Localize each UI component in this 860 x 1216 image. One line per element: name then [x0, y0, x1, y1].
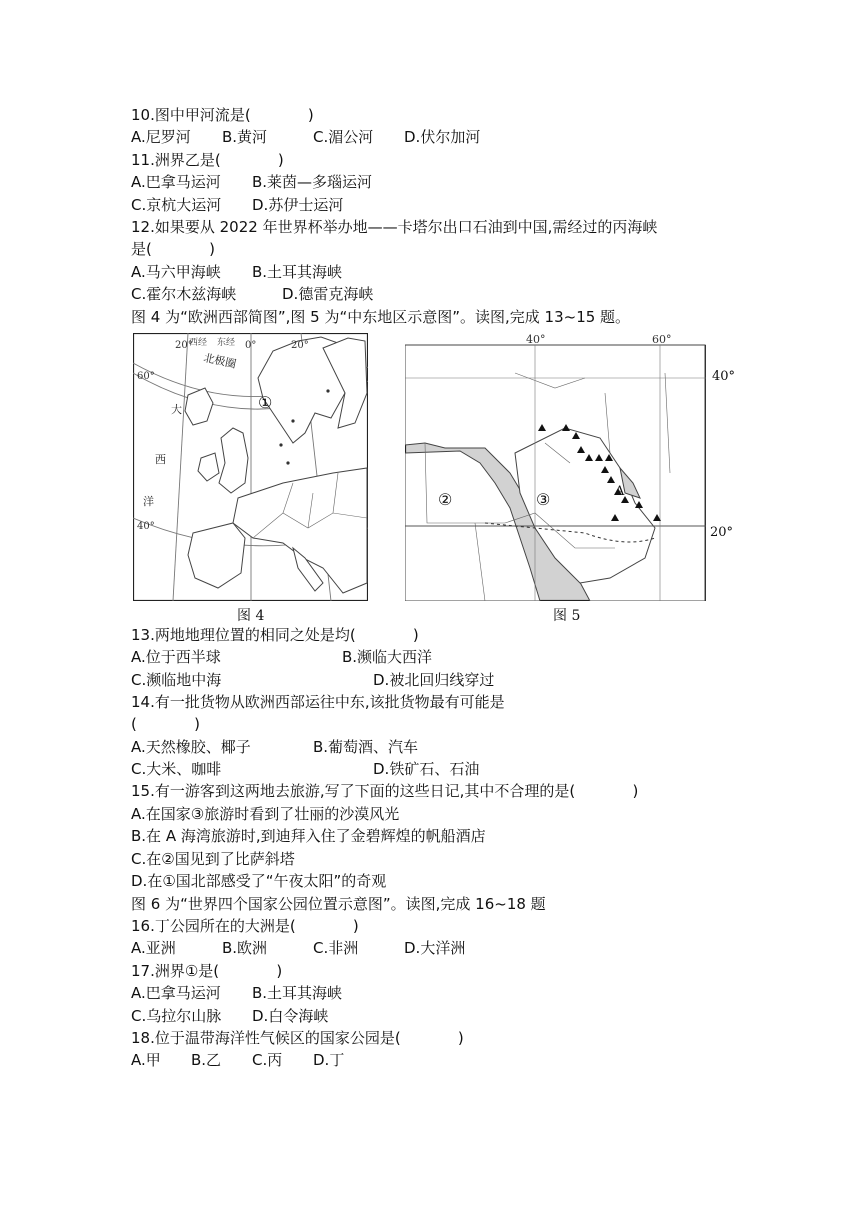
- q10-stem: 10.图中甲河流是( ): [131, 106, 314, 124]
- city-dot: [279, 443, 282, 446]
- label-arctic-circle: 北极圈: [202, 351, 238, 371]
- q14-option-a: A.天然橡胶、椰子: [131, 738, 251, 756]
- intro-16-18: 图 6 为“世界四个国家公园位置示意图”。读图,完成 16~18 题: [131, 895, 546, 913]
- fig5-caption: 图 5: [553, 608, 581, 624]
- q10-option-a: A.尼罗河: [131, 128, 191, 146]
- label-lon-40: 40°: [526, 333, 546, 346]
- q15-option-a: A.在国家③旅游时看到了壮丽的沙漠风光: [131, 805, 400, 823]
- q17-option-d: D.白令海峡: [252, 1007, 329, 1025]
- label-marker-1: ①: [258, 393, 273, 412]
- q12-option-b: B.土耳其海峡: [252, 263, 343, 281]
- intro-13-15: 图 4 为“欧洲西部简图”,图 5 为“中东地区示意图”。读图,完成 13~15 题。: [131, 308, 631, 326]
- label-lon-20w: 20°: [175, 340, 193, 351]
- q14-option-d: D.铁矿石、石油: [373, 760, 480, 778]
- q14-stem-line1: 14.有一批货物从欧洲西部运往中东,该批货物最有可能是: [131, 693, 505, 711]
- q10-option-d: D.伏尔加河: [404, 128, 481, 146]
- q13-option-c: C.濒临地中海: [131, 671, 222, 689]
- western-europe-map: [133, 333, 368, 601]
- q13-stem: 13.两地地理位置的相同之处是均( ): [131, 626, 419, 644]
- label-ocean-1: 大: [171, 403, 182, 416]
- q10-option-c: C.湄公河: [313, 128, 374, 146]
- label-ocean-2: 西: [155, 453, 166, 466]
- q15-option-b: B.在 A 海湾旅游时,到迪拜入住了金碧辉煌的帆船酒店: [131, 827, 486, 845]
- label-ocean-3: 洋: [143, 495, 154, 508]
- fig5-lat-40-outer: 40°: [712, 369, 736, 384]
- q15-stem: 15.有一游客到这两地去旅游,写了下面的这些日记,其中不合理的是( ): [131, 782, 639, 800]
- q17-stem: 17.洲界①是( ): [131, 962, 283, 980]
- fig4-caption: 图 4: [237, 608, 265, 624]
- city-dot: [291, 419, 294, 422]
- label-marker-a: A: [615, 484, 625, 499]
- city-dot: [286, 461, 289, 464]
- q17-option-a: A.巴拿马运河: [131, 984, 221, 1002]
- q14-option-b: B.葡萄酒、汽车: [313, 738, 419, 756]
- q18-option-c: C.丙: [252, 1051, 283, 1069]
- q16-stem: 16.丁公园所在的大洲是( ): [131, 917, 359, 935]
- q12-stem-line1: 12.如果要从 2022 年世界杯举办地——卡塔尔出口石油到中国,需经过的丙海峡: [131, 218, 658, 236]
- middle-east-map: [405, 333, 706, 601]
- label-lon-20e: 20°: [291, 340, 309, 351]
- q15-option-d: D.在①国北部感受了“午夜太阳”的奇观: [131, 872, 387, 890]
- q11-option-b: B.莱茵—多瑙运河: [252, 173, 373, 191]
- q17-option-b: B.土耳其海峡: [252, 984, 343, 1002]
- q18-option-a: A.甲: [131, 1051, 161, 1069]
- q18-option-d: D.丁: [313, 1051, 345, 1069]
- label-lat-60: 60°: [137, 371, 155, 382]
- q16-option-a: A.亚洲: [131, 939, 176, 957]
- q14-option-c: C.大米、咖啡: [131, 760, 222, 778]
- q12-option-d: D.德雷克海峡: [282, 285, 374, 303]
- q11-option-d: D.苏伊士运河: [252, 196, 344, 214]
- q17-option-c: C.乌拉尔山脉: [131, 1007, 222, 1025]
- q13-option-b: B.濒临大西洋: [342, 648, 433, 666]
- q12-stem-line2: 是( ): [131, 240, 215, 258]
- fig5-lat-20-outer: 20°: [710, 525, 734, 540]
- q15-option-c: C.在②国见到了比萨斜塔: [131, 850, 295, 868]
- q11-stem: 11.洲界乙是( ): [131, 151, 284, 169]
- label-lat-40: 40°: [137, 521, 155, 532]
- q10-option-b: B.黄河: [222, 128, 268, 146]
- q12-option-c: C.霍尔木兹海峡: [131, 285, 237, 303]
- q16-option-b: B.欧洲: [222, 939, 268, 957]
- q11-option-a: A.巴拿马运河: [131, 173, 221, 191]
- q11-option-c: C.京杭大运河: [131, 196, 222, 214]
- label-marker-2: ②: [438, 490, 453, 509]
- q13-option-a: A.位于西半球: [131, 648, 221, 666]
- q13-option-d: D.被北回归线穿过: [373, 671, 495, 689]
- label-lon-0: 0°: [245, 340, 257, 351]
- q14-stem-line2: ( ): [131, 715, 200, 733]
- city-dot: [326, 389, 329, 392]
- label-marker-3: ③: [536, 490, 551, 509]
- q16-option-d: D.大洋洲: [404, 939, 466, 957]
- q18-option-b: B.乙: [191, 1051, 222, 1069]
- q16-option-c: C.非洲: [313, 939, 359, 957]
- label-lon-60: 60°: [652, 333, 672, 346]
- q12-option-a: A.马六甲海峡: [131, 263, 221, 281]
- label-lon-west: 西经: [189, 338, 208, 348]
- q18-stem: 18.位于温带海洋性气候区的国家公园是( ): [131, 1029, 464, 1047]
- label-lon-east: 东经: [217, 338, 236, 348]
